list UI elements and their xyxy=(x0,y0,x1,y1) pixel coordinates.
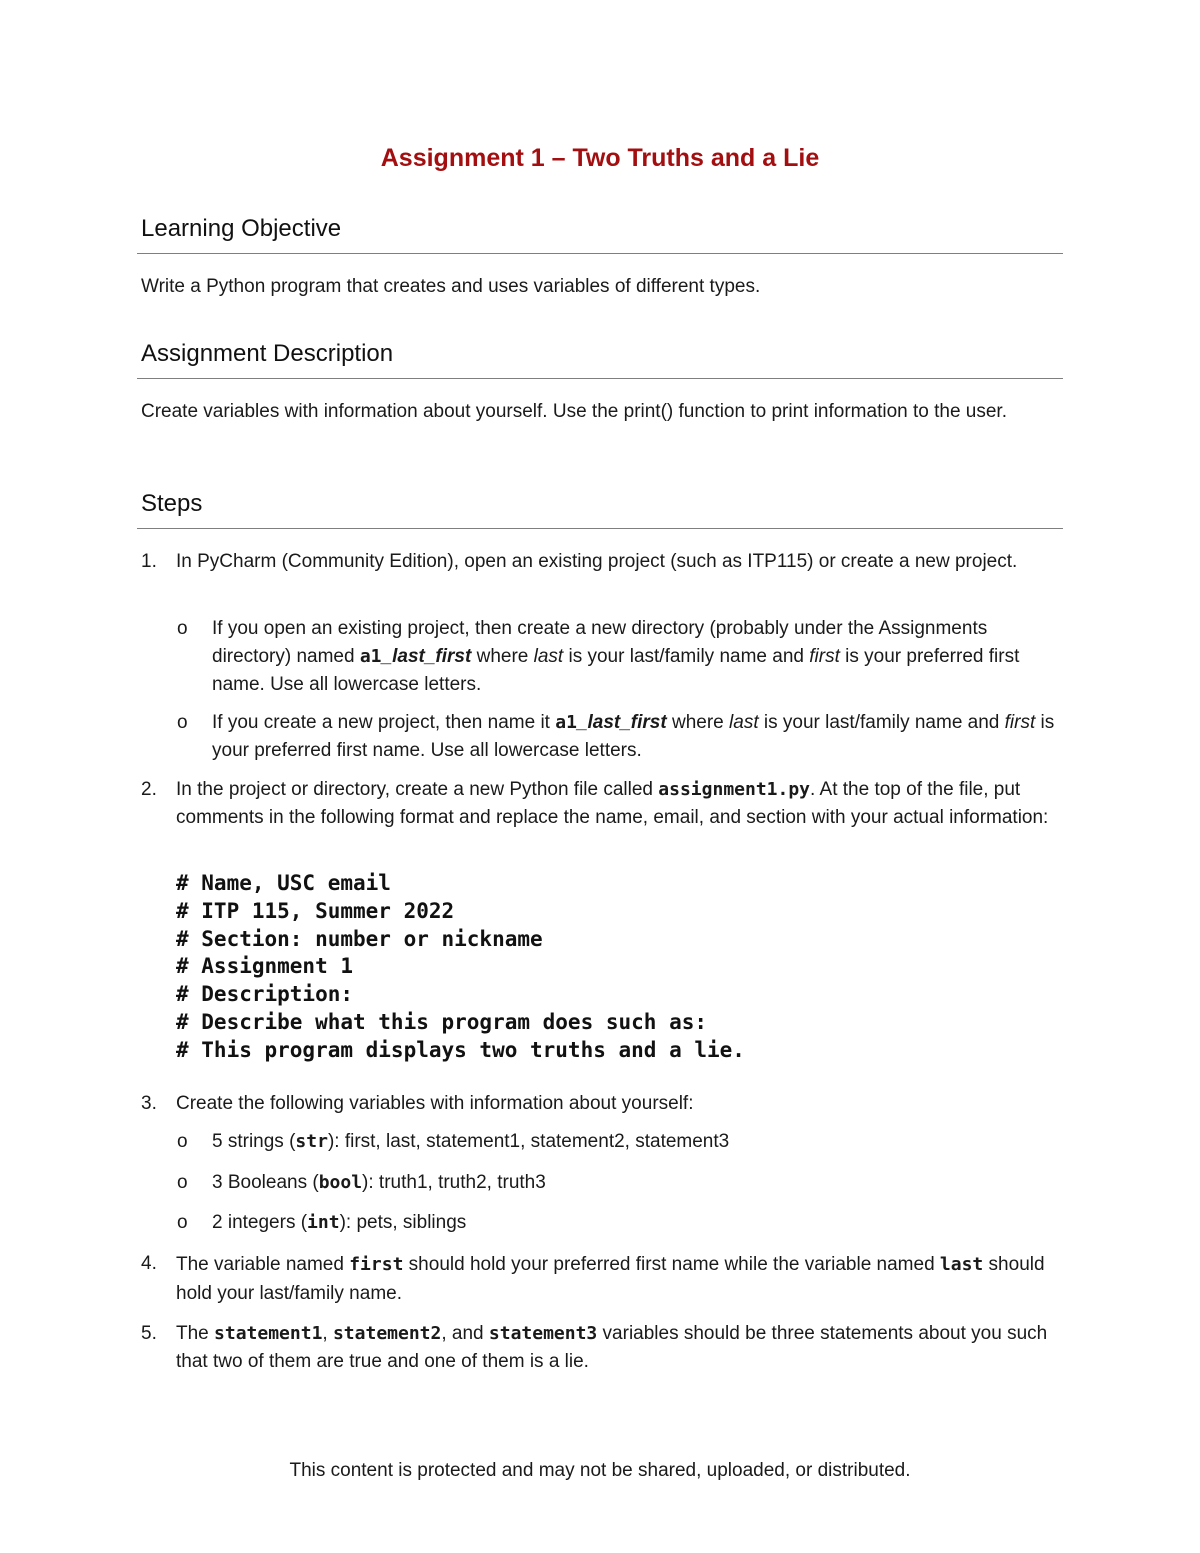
code-comment-line: # Description: xyxy=(176,982,354,1006)
text-run: should hold your last/family name. xyxy=(176,1254,1045,1304)
bullet-marker: o xyxy=(177,1131,188,1152)
step-4-text xyxy=(176,1250,1056,1308)
step-number: 3. xyxy=(141,1093,157,1114)
code-type: str xyxy=(295,1131,328,1152)
step-number: 1. xyxy=(141,551,157,572)
text-run: 3 Booleans ( xyxy=(212,1172,319,1193)
description-text: Create variables with information about yourself. Use the print() function to print information to the user. xyxy=(141,401,1007,422)
code-variable: statement3 xyxy=(488,1323,598,1344)
text-run: where xyxy=(666,712,730,733)
code-comment-line: # Describe what this program does such as: xyxy=(176,1010,708,1034)
step-1-bullet-existing-project xyxy=(212,615,1056,699)
heading-learning-objective: Learning Objective xyxy=(141,215,342,242)
code-type: bool xyxy=(318,1172,363,1193)
code-comment-line: # This program displays two truths and a lie. xyxy=(176,1038,745,1062)
code-a1: a1 xyxy=(359,646,382,667)
divider xyxy=(137,253,1063,254)
step-2-text xyxy=(176,776,1056,832)
code-last-first: _last_first xyxy=(381,646,472,667)
text-run: . At the top of the file, put comments in the following format and replace the name, email, and section with your actual information: xyxy=(176,779,1049,828)
bullet-marker: o xyxy=(177,1212,188,1233)
step-3-text: Create the following variables with information about yourself: xyxy=(176,1093,694,1114)
text-run: is your last/family name and xyxy=(758,712,1005,733)
text-run: , xyxy=(322,1323,333,1344)
text-run: If you open an existing project, then create a new directory (probably under the Assignments directory) named xyxy=(212,618,988,667)
code-filename: assignment1.py xyxy=(658,779,811,800)
italic-last: last xyxy=(729,712,759,733)
footer-notice: This content is protected and may not be shared, uploaded, or distributed. xyxy=(289,1460,911,1481)
divider xyxy=(137,378,1063,379)
text-run: ): pets, siblings xyxy=(339,1212,467,1233)
step-number: 4. xyxy=(141,1253,157,1274)
code-variable: last xyxy=(939,1254,984,1275)
bullet-marker: o xyxy=(177,712,188,733)
italic-first: first xyxy=(1004,712,1036,733)
step-1-text: In PyCharm (Community Edition), open an existing project (such as ITP115) or create a new project. xyxy=(176,551,1018,572)
text-run: ): first, last, statement1, statement2, statement3 xyxy=(327,1131,730,1152)
code-last-first: _last_first xyxy=(576,712,667,733)
text-run: The xyxy=(176,1323,215,1344)
code-comment-line: # Assignment 1 xyxy=(176,954,354,978)
code-a1: a1 xyxy=(555,712,577,733)
text-run: variables should be three statements about you such that two of them are true and one of them is a lie. xyxy=(176,1323,1048,1372)
code-variable: first xyxy=(349,1254,404,1275)
code-comment-line: # Name, USC email xyxy=(176,871,391,895)
text-run: The variable named xyxy=(176,1254,350,1275)
text-run: ): truth1, truth2, truth3 xyxy=(362,1172,546,1193)
heading-steps: Steps xyxy=(141,490,203,517)
text-run: is your preferred first name. Use all lowercase letters. xyxy=(212,712,1055,761)
italic-first: first xyxy=(809,646,840,667)
step-number: 2. xyxy=(141,779,157,800)
bullet-marker: o xyxy=(177,1172,188,1193)
text-run: is your preferred first name. Use all lowercase letters. xyxy=(212,646,1020,695)
text-run: should hold your preferred first name while the variable named xyxy=(403,1254,940,1275)
code-comment-line: # Section: number or nickname xyxy=(176,927,543,951)
code-variable: statement2 xyxy=(332,1323,442,1344)
text-run: where xyxy=(471,646,534,667)
objective-text: Write a Python program that creates and uses variables of different types. xyxy=(141,276,761,297)
step-number: 5. xyxy=(141,1323,157,1344)
code-type: int xyxy=(307,1212,340,1233)
step-5-text xyxy=(176,1320,1056,1376)
text-run: If you create a new project, then name it xyxy=(212,712,556,733)
step-1-bullet-new-project xyxy=(212,709,1056,765)
bullet-marker: o xyxy=(177,618,188,639)
italic-last: last xyxy=(533,646,564,667)
text-run: is your last/family name and xyxy=(563,646,810,667)
step-3-bullet-booleans xyxy=(212,1169,1056,1197)
step-3-bullet-integers xyxy=(212,1209,1056,1237)
page-title: Assignment 1 – Two Truths and a Lie xyxy=(380,144,820,172)
code-comment-line: # ITP 115, Summer 2022 xyxy=(176,899,455,923)
text-run: In the project or directory, create a new Python file called xyxy=(176,779,659,800)
text-run: 2 integers ( xyxy=(212,1212,308,1233)
text-run: 5 strings ( xyxy=(212,1131,296,1152)
heading-assignment-description: Assignment Description xyxy=(141,340,394,367)
step-3-bullet-strings xyxy=(212,1128,1056,1156)
divider xyxy=(137,528,1063,529)
code-variable: statement1 xyxy=(214,1323,323,1344)
text-run: , and xyxy=(441,1323,489,1344)
